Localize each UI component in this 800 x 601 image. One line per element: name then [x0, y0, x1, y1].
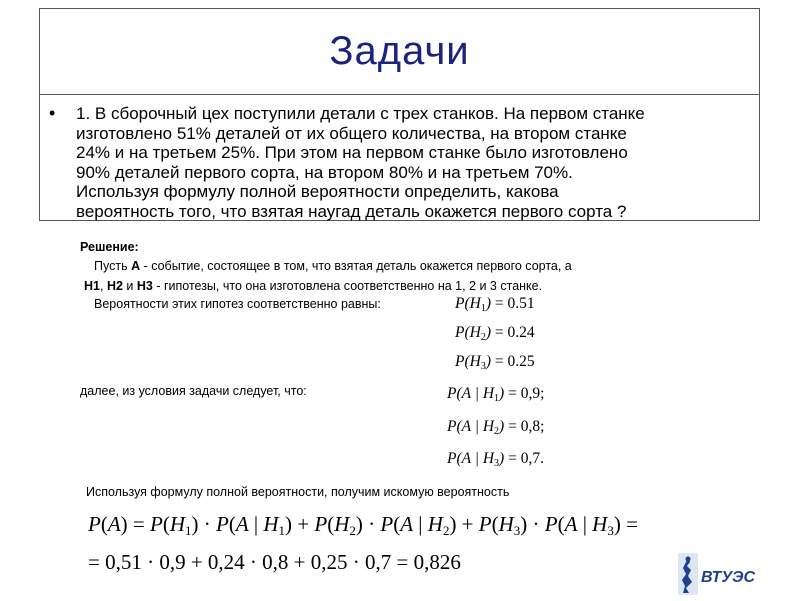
formula-p-a-h2: P(A | $H_2) = 0,8$;	[447, 418, 545, 437]
solution-line-3: Вероятности этих гипотез соответственно равны:	[94, 297, 381, 311]
formula-p-h1: $P(H_1) = 0.51$	[455, 295, 535, 314]
solution-line-4: далее, из условия задачи следует, что:	[80, 384, 307, 398]
total-probability-formula: $P(A) = P(H_1) \cdot P(A$ | $H_1) + P(H_2) \cdot P(A$ | $H_2) + P(H_3) \cdot P(A$ | $H_3$) =	[88, 512, 638, 538]
solution-line-5: Используя формулу полной вероятности, получим искомую вероятность	[86, 485, 510, 499]
task-line: 1. В сборочный цех поступили детали с трех станков. На первом станке	[76, 104, 645, 123]
bullet: •	[49, 103, 56, 123]
task-line: вероятность того, что взятая наугад деталь окажется первого сорта ?	[76, 201, 627, 221]
task-text	[76, 104, 756, 221]
logo-text: ВТУЭС	[701, 569, 755, 586]
result-formula: = 0,51 · 0,9 + 0,24 · 0,8 + 0,25 · 0,7 = 0,826	[88, 550, 461, 574]
formula-p-h2: $P(H_2) = 0.24$	[455, 324, 535, 343]
task-line: 90% деталей первого сорта, на втором 80% и на третьем 70%.	[76, 162, 573, 182]
title-box	[40, 9, 759, 95]
task-line: изготовлено 51% деталей от их общего количества, на втором станке	[76, 123, 627, 143]
formula-p-a-h1: P(A | $H_1) = 0,9$;	[447, 385, 545, 404]
task-frame	[39, 8, 760, 221]
solution-heading: Решение:	[80, 240, 139, 254]
page-title: Задачи	[329, 29, 470, 73]
logo-emblem-icon	[676, 552, 770, 596]
solution-line-2: Н1, Н2 и Н3 - гипотезы, что она изготовлена соответственно на 1, 2 и 3 станке.	[84, 279, 543, 293]
solution-line-1: Пусть А - событие, состоящее в том, что взятая деталь окажется первого сорта, а	[94, 259, 572, 273]
formula-p-h3: $P(H_3) = 0.25$	[455, 353, 535, 372]
task-line: Используя формулу полной вероятности определить, какова	[76, 182, 559, 201]
formula-p-a-h3: P(A | $H_3) = 0,7$.	[447, 450, 544, 469]
university-logo	[676, 552, 770, 596]
task-line: 24% и на третьем 25%. При этом на первом станке было изготовлено	[76, 143, 628, 162]
